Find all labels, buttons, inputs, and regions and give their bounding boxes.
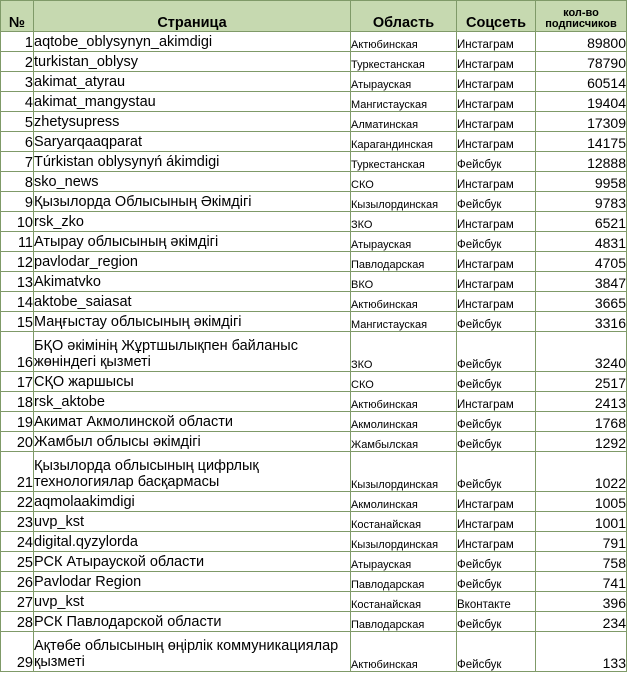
- cell-count: 4831: [536, 232, 627, 252]
- cell-count: 14175: [536, 132, 627, 152]
- cell-region: Актюбинская: [351, 632, 457, 672]
- cell-count: 9958: [536, 172, 627, 192]
- cell-count: 758: [536, 552, 627, 572]
- cell-count: 1022: [536, 452, 627, 492]
- cell-page: Túrkistan oblysynyń ákimdigi: [34, 152, 351, 172]
- table-row: [1, 32, 627, 52]
- cell-region: ЗКО: [351, 212, 457, 232]
- cell-page: rsk_zko: [34, 212, 351, 232]
- cell-number: 12: [1, 252, 34, 272]
- cell-social: Фейсбук: [457, 232, 536, 252]
- cell-number: 16: [1, 332, 34, 372]
- cell-page: uvp_kst: [34, 592, 351, 612]
- cell-page: akimat_atyrau: [34, 72, 351, 92]
- cell-page: Қызылорда Облысының Әкімдігі: [34, 192, 351, 212]
- cell-social: Инстаграм: [457, 52, 536, 72]
- cell-number: 15: [1, 312, 34, 332]
- cell-social: Инстаграм: [457, 512, 536, 532]
- table-row: [1, 72, 627, 92]
- cell-region: Актюбинская: [351, 32, 457, 52]
- cell-number: 3: [1, 72, 34, 92]
- cell-social: Фейсбук: [457, 412, 536, 432]
- cell-page: Pavlodar Region: [34, 572, 351, 592]
- cell-page: digital.qyzylorda: [34, 532, 351, 552]
- cell-region: Мангистауская: [351, 92, 457, 112]
- header-row: [1, 1, 627, 32]
- cell-page: aqmolaakimdigi: [34, 492, 351, 512]
- cell-social: Инстаграм: [457, 112, 536, 132]
- cell-region: Кызылординская: [351, 192, 457, 212]
- cell-number: 7: [1, 152, 34, 172]
- cell-number: 1: [1, 32, 34, 52]
- cell-region: Жамбылская: [351, 432, 457, 452]
- cell-page: БҚО әкімінің Жұртшылықпен байланыс жөніндегі қызметі: [34, 332, 351, 372]
- cell-social: Фейсбук: [457, 612, 536, 632]
- cell-number: 21: [1, 452, 34, 492]
- cell-social: Фейсбук: [457, 332, 536, 372]
- cell-page: sko_news: [34, 172, 351, 192]
- cell-region: Карагандинская: [351, 132, 457, 152]
- cell-social: Фейсбук: [457, 152, 536, 172]
- cell-social: Фейсбук: [457, 192, 536, 212]
- cell-page: Қызылорда облысының цифрлық технологиялар басқармасы: [34, 452, 351, 492]
- cell-region: Кызылординская: [351, 532, 457, 552]
- cell-count: 133: [536, 632, 627, 672]
- cell-region: Акмолинская: [351, 412, 457, 432]
- cell-number: 13: [1, 272, 34, 292]
- cell-social: Фейсбук: [457, 572, 536, 592]
- cell-region: Атырауская: [351, 72, 457, 92]
- cell-count: 6521: [536, 212, 627, 232]
- table-row: [1, 192, 627, 212]
- cell-count: 3316: [536, 312, 627, 332]
- cell-region: Костанайская: [351, 592, 457, 612]
- cell-region: Алматинская: [351, 112, 457, 132]
- cell-number: 6: [1, 132, 34, 152]
- table-row: [1, 372, 627, 392]
- cell-page: СҚО жаршысы: [34, 372, 351, 392]
- cell-page: Жамбыл облысы әкімдігі: [34, 432, 351, 452]
- cell-number: 8: [1, 172, 34, 192]
- cell-count: 19404: [536, 92, 627, 112]
- table-row: [1, 332, 627, 372]
- cell-region: Атырауская: [351, 552, 457, 572]
- cell-social: Инстаграм: [457, 92, 536, 112]
- cell-region: Павлодарская: [351, 252, 457, 272]
- cell-region: СКО: [351, 372, 457, 392]
- cell-count: 791: [536, 532, 627, 552]
- header-social: Соцсеть: [457, 1, 536, 32]
- cell-number: 19: [1, 412, 34, 432]
- cell-number: 22: [1, 492, 34, 512]
- cell-region: Мангистауская: [351, 312, 457, 332]
- cell-page: aqtobe_oblysynyn_akimdigi: [34, 32, 351, 52]
- table-row: [1, 612, 627, 632]
- table-row: [1, 592, 627, 612]
- cell-social: Инстаграм: [457, 392, 536, 412]
- cell-count: 3847: [536, 272, 627, 292]
- cell-number: 2: [1, 52, 34, 72]
- cell-social: Инстаграм: [457, 212, 536, 232]
- cell-region: Туркестанская: [351, 52, 457, 72]
- cell-social: Вконтакте: [457, 592, 536, 612]
- cell-region: Костанайская: [351, 512, 457, 532]
- cell-social: Фейсбук: [457, 632, 536, 672]
- table-row: [1, 272, 627, 292]
- cell-number: 27: [1, 592, 34, 612]
- cell-region: Кызылординская: [351, 452, 457, 492]
- cell-region: Актюбинская: [351, 292, 457, 312]
- table-row: [1, 92, 627, 112]
- cell-count: 1292: [536, 432, 627, 452]
- table-row: [1, 212, 627, 232]
- cell-number: 24: [1, 532, 34, 552]
- table-row: [1, 252, 627, 272]
- table-row: [1, 452, 627, 492]
- cell-social: Инстаграм: [457, 172, 536, 192]
- cell-number: 10: [1, 212, 34, 232]
- table-row: [1, 632, 627, 672]
- cell-region: Акмолинская: [351, 492, 457, 512]
- cell-count: 9783: [536, 192, 627, 212]
- cell-count: 4705: [536, 252, 627, 272]
- cell-social: Инстаграм: [457, 252, 536, 272]
- cell-count: 3240: [536, 332, 627, 372]
- cell-count: 78790: [536, 52, 627, 72]
- cell-region: СКО: [351, 172, 457, 192]
- header-page: Страница: [34, 1, 351, 32]
- cell-page: РСК Атырауской области: [34, 552, 351, 572]
- cell-count: 741: [536, 572, 627, 592]
- cell-social: Инстаграм: [457, 292, 536, 312]
- cell-social: Инстаграм: [457, 492, 536, 512]
- cell-social: Фейсбук: [457, 312, 536, 332]
- cell-number: 11: [1, 232, 34, 252]
- cell-region: Павлодарская: [351, 612, 457, 632]
- cell-number: 26: [1, 572, 34, 592]
- table-row: [1, 312, 627, 332]
- header-number: №: [1, 1, 34, 32]
- cell-region: Туркестанская: [351, 152, 457, 172]
- table-row: [1, 292, 627, 312]
- cell-number: 5: [1, 112, 34, 132]
- cell-page: Ақтөбе облысының өңірлік коммуникациялар қызметі: [34, 632, 351, 672]
- table-row: [1, 572, 627, 592]
- cell-number: 18: [1, 392, 34, 412]
- header-region: Область: [351, 1, 457, 32]
- cell-page: akimat_mangystau: [34, 92, 351, 112]
- cell-social: Фейсбук: [457, 432, 536, 452]
- table-row: [1, 392, 627, 412]
- cell-social: Инстаграм: [457, 72, 536, 92]
- cell-page: aktobe_saiasat: [34, 292, 351, 312]
- cell-number: 4: [1, 92, 34, 112]
- cell-count: 396: [536, 592, 627, 612]
- cell-number: 23: [1, 512, 34, 532]
- cell-social: Инстаграм: [457, 272, 536, 292]
- cell-social: Инстаграм: [457, 532, 536, 552]
- table-row: [1, 532, 627, 552]
- cell-region: Актюбинская: [351, 392, 457, 412]
- cell-page: Акимат Акмолинской области: [34, 412, 351, 432]
- cell-number: 25: [1, 552, 34, 572]
- table-row: [1, 432, 627, 452]
- cell-region: Павлодарская: [351, 572, 457, 592]
- cell-count: 89800: [536, 32, 627, 52]
- cell-region: ВКО: [351, 272, 457, 292]
- cell-count: 1005: [536, 492, 627, 512]
- cell-page: turkistan_oblysy: [34, 52, 351, 72]
- cell-count: 1001: [536, 512, 627, 532]
- cell-region: Атырауская: [351, 232, 457, 252]
- cell-page: Akimatvko: [34, 272, 351, 292]
- cell-page: zhetysupress: [34, 112, 351, 132]
- cell-number: 28: [1, 612, 34, 632]
- cell-count: 12888: [536, 152, 627, 172]
- cell-page: Маңғыстау облысының әкімдігі: [34, 312, 351, 332]
- cell-social: Фейсбук: [457, 452, 536, 492]
- cell-social: Фейсбук: [457, 372, 536, 392]
- table-row: [1, 112, 627, 132]
- cell-number: 20: [1, 432, 34, 452]
- cell-count: 60514: [536, 72, 627, 92]
- cell-page: pavlodar_region: [34, 252, 351, 272]
- cell-count: 2413: [536, 392, 627, 412]
- cell-count: 3665: [536, 292, 627, 312]
- table-row: [1, 492, 627, 512]
- cell-number: 17: [1, 372, 34, 392]
- table-row: [1, 552, 627, 572]
- table-header: [1, 1, 627, 32]
- cell-page: rsk_aktobe: [34, 392, 351, 412]
- header-count: кол-во подписчиков: [536, 1, 627, 32]
- cell-social: Фейсбук: [457, 552, 536, 572]
- cell-region: ЗКО: [351, 332, 457, 372]
- cell-count: 2517: [536, 372, 627, 392]
- table-row: [1, 232, 627, 252]
- table-row: [1, 172, 627, 192]
- table-row: [1, 132, 627, 152]
- table-row: [1, 412, 627, 432]
- cell-count: 1768: [536, 412, 627, 432]
- cell-page: Saryarqaaqparat: [34, 132, 351, 152]
- cell-page: РСК Павлодарской области: [34, 612, 351, 632]
- table-row: [1, 52, 627, 72]
- cell-count: 17309: [536, 112, 627, 132]
- cell-number: 14: [1, 292, 34, 312]
- cell-social: Инстаграм: [457, 32, 536, 52]
- cell-number: 9: [1, 192, 34, 212]
- table-row: [1, 512, 627, 532]
- table-body: [1, 32, 627, 672]
- cell-page: Атырау облысының әкімдігі: [34, 232, 351, 252]
- table-row: [1, 152, 627, 172]
- cell-count: 234: [536, 612, 627, 632]
- cell-number: 29: [1, 632, 34, 672]
- cell-page: uvp_kst: [34, 512, 351, 532]
- cell-social: Инстаграм: [457, 132, 536, 152]
